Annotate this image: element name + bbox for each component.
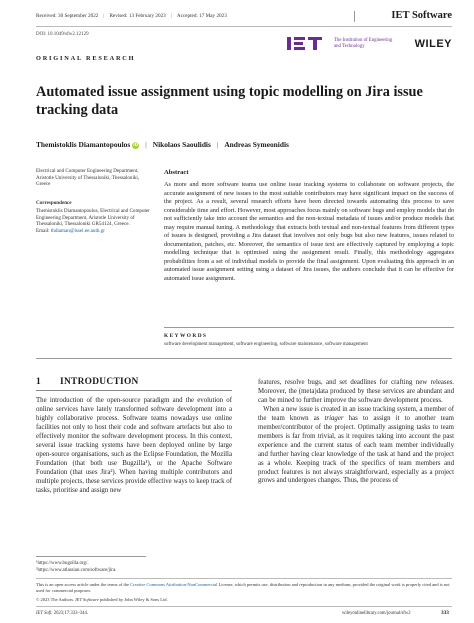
copyright-journal: IET Software: [75, 597, 99, 602]
doi-link[interactable]: DOI: 10.1049/sfw2.12129: [36, 32, 89, 37]
intro-column-1: The introduction of the open-source paradigm and the evolution of online services have lately transformed software development into a highly collaborative process. Software teams nowadays use online facilities not only to host their code and software artefacts but also to effectively monitor the software development process. In this context, several issue tracking systems have been deployed online by large open-source organisations, such as the Eclipse Foundation, the Mozilla Foundation (that both use Bugzilla¹), or the Apache Software Foundation (that uses Jira²). When having multiple contributors and multiple projects, these services provide effective ways to keep track of tasks, prioritise and assign new: [36, 397, 232, 494]
citation: [36, 611, 88, 616]
keywords-text: software development management, software engineering, software maintenance, software management: [164, 342, 368, 347]
section-divider: [36, 358, 452, 359]
article-type-label: ORIGINAL RESEARCH: [36, 55, 136, 62]
abstract-text: As more and more software teams use online issue tracking systems to collaborate on software projects, the accurate assignment of new issues to the most suitable contributors may have significant impact on the success of the project. As a result, several research efforts have been directed towards automating this process to save considerable time and effort. However, most approaches focus mainly on software bugs and employ models that do not sufficiently take into account the semantics and the non-textual metadata of issues and/or produce models that may require manual tuning. A methodology that extracts both textual and non-textual features from different types of issues is designed, providing a Jira dataset that involves not only bugs but also new features, issues related to documentation, patches, etc. Moreover, the semantics of issue text are effectively captured by employing a topic modelling technique that is optimised using the assignment result. Finally, this methodology aggregates probabilities from a set of individual models to provide the final assignment. Upon evaluating this approach in an automated issue assignment setting using a dataset of Jira issues, the authors conclude that it can be effective for automated issue assignment.: [164, 181, 454, 283]
date-separator: |: [170, 13, 172, 19]
section-heading: INTRODUCTION: [60, 377, 139, 387]
copyright-post: published by John Wiley & Sons Ltd.: [98, 597, 168, 602]
intro-paragraph: features, resolve bugs, and set deadlines for crafting new releases. Moreover, the (meta)data produced by these services are abundant and can be mined to further improve the software development process.: [258, 379, 454, 404]
accepted-date: Accepted: 17 May 2023: [176, 13, 227, 19]
date-separator: |: [103, 13, 105, 19]
license-link[interactable]: Creative Commons Attribution-NonCommercial: [130, 582, 218, 587]
abstract-heading: Abstract: [164, 169, 189, 176]
intro-column-2: [258, 379, 454, 486]
correspondence-heading: Correspondence: [36, 200, 72, 206]
citation-journal: IET Soft.: [36, 611, 53, 616]
section-heading-rule: [36, 390, 232, 391]
author-2[interactable]: Nikolaos Saoulidis: [152, 140, 211, 149]
intro-paragraph-start: When a new issue is created in an issue tracking system, a member of the team known as: [258, 405, 454, 422]
citation-volume: 2023;17:333–344.: [52, 611, 89, 616]
iet-logo: [287, 37, 327, 50]
keywords-heading: KEYWORDS: [164, 333, 208, 339]
affiliation: Electrical and Computer Engineering Department, Aristotle University of Thessaloniki, Thessaloniki, Greece: [36, 168, 140, 188]
footnote-rule: [36, 556, 146, 557]
footnote-link[interactable]: ¹https://www.bugzilla.org/.: [36, 561, 89, 566]
section-number: 1: [36, 377, 41, 387]
journal-name[interactable]: IET Software: [391, 10, 452, 21]
author-list: [36, 140, 456, 149]
correspondence-address: Themistoklis Diamantopoulos, Electrical and Computer Engineering Department, Aristotle University of Thessaloniki, Thessaloniki GR54124, Greece.: [36, 208, 150, 228]
journal-separator: [354, 11, 355, 22]
received-date: Received: 30 September 2022: [36, 13, 99, 19]
author-3[interactable]: Andreas Symeonidis: [224, 140, 289, 149]
revised-date: Revised: 13 February 2023: [109, 13, 166, 19]
triager-term: triager: [324, 414, 344, 422]
wiley-logo: WILEY: [414, 38, 452, 50]
license-pre: This is an open access article under the terms of the: [36, 582, 131, 587]
license-rule: [36, 578, 452, 579]
keywords-rule: [164, 327, 454, 328]
email-label: Email:: [36, 227, 50, 234]
journal-url[interactable]: wileyonlinelibrary.com/journal/sfw2: [342, 611, 411, 616]
author-separator: |: [145, 140, 147, 149]
email-link[interactable]: thdiaman@issel.ee.auth.gr: [50, 227, 105, 234]
copyright-pre: © 2023 The Authors.: [36, 597, 76, 602]
iet-institution-name: The Institution of Engineering and Technology: [334, 38, 393, 49]
license-text: [36, 582, 452, 594]
correspondence-block: [36, 208, 150, 234]
header-rule: [36, 26, 452, 27]
author-1[interactable]: Themistoklis Diamantopoulos: [36, 140, 131, 149]
intro-paragraph-rest: has to assign it to another team member/contributor of the project. Optimally assigning tasks to team members is far from trivial, as it requires taking into account the past experience and the current status of each team member individually and further having clear knowledge of the task at hand and the project as a whole. Keeping track of the specifics of team members and product features is not always straightforward, especially as a project grows and undergoes changes. Thus, the process of: [258, 414, 454, 485]
footnote-link[interactable]: ²https://www.atlassian.com/software/jira.: [36, 568, 117, 573]
footer-rule: [36, 606, 452, 607]
article-title: Automated issue assignment using topic modelling on Jira issue tracking data: [36, 84, 423, 118]
orcid-icon[interactable]: iD: [133, 143, 139, 148]
author-separator: |: [216, 140, 219, 149]
page-number: 333: [441, 610, 449, 616]
copyright: [36, 597, 168, 602]
license-post: License, which permits use, distribution and reproduction in any medium, provided the original work is properly cited and is not used for commercial purposes.: [36, 582, 450, 593]
article-dates: [36, 13, 227, 19]
